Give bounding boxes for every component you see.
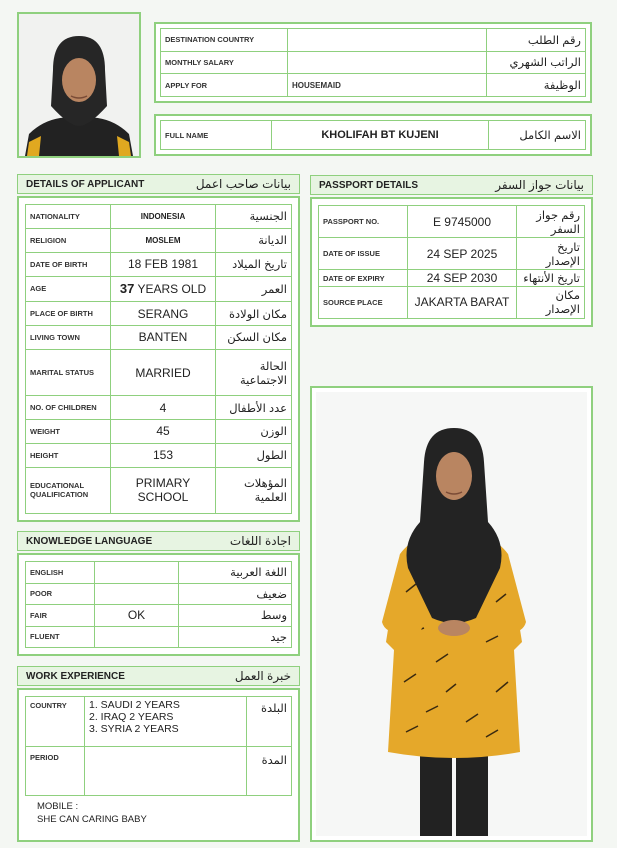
applicant-row xyxy=(26,420,292,444)
applicant-row xyxy=(26,205,292,229)
applicant-label: DATE OF BIRTH xyxy=(26,252,111,276)
passport-value: JAKARTA BARAT xyxy=(408,286,517,318)
language-arabic-label: اللغة العربية xyxy=(179,562,292,584)
applicant-value xyxy=(111,276,216,301)
monthly-salary-label: MONTHLY SALARY xyxy=(161,51,288,74)
passport-header xyxy=(310,175,593,195)
applicant-title: DETAILS OF APPLICANT xyxy=(26,178,145,190)
passport-label: PASSPORT NO. xyxy=(319,206,408,238)
applicant-row xyxy=(26,302,292,326)
full-body-photo xyxy=(316,392,587,836)
full-body-photo-frame xyxy=(310,386,593,842)
work-box xyxy=(17,688,300,842)
applicant-arabic: الحالة الاجتماعية xyxy=(216,349,292,395)
passport-label: DATE OF EXPIRY xyxy=(319,270,408,287)
apply-for-label: APPLY FOR xyxy=(161,74,288,97)
applicant-title-arabic: بيانات صاحب اعمل xyxy=(195,177,291,191)
language-level-value: OK xyxy=(95,605,179,627)
apply-for-value: HOUSEMAID xyxy=(288,74,487,97)
applicant-arabic: عدد الأطفال xyxy=(216,396,292,420)
monthly-salary-value xyxy=(288,51,487,74)
passport-label: SOURCE PLACE xyxy=(319,286,408,318)
applicant-row xyxy=(26,349,292,395)
notes-skill: SHE CAN CARING BABY xyxy=(37,814,147,825)
applicant-label: EDUCATIONAL QUALIFICATION xyxy=(26,467,111,513)
destination-country-label: DESTINATION COUNTRY xyxy=(161,29,288,52)
passport-arabic: تاريخ الإصدار xyxy=(517,238,585,270)
applicant-value: 45 xyxy=(111,420,216,444)
language-title: KNOWLEDGE LANGUAGE xyxy=(26,535,153,547)
work-country-item: 1. SAUDI 2 YEARS xyxy=(89,699,180,711)
applicant-row xyxy=(26,396,292,420)
notes xyxy=(27,800,287,826)
applicant-row xyxy=(26,467,292,513)
destination-country-value xyxy=(288,29,487,52)
language-row xyxy=(26,583,292,605)
applicant-arabic: المؤهلات العلمية xyxy=(216,467,292,513)
applicant-header xyxy=(17,174,300,194)
language-level-arabic: وسط xyxy=(179,605,292,627)
passport-label: DATE OF ISSUE xyxy=(319,238,408,270)
applicant-row xyxy=(26,252,292,276)
language-row xyxy=(26,605,292,627)
applicant-arabic: الطول xyxy=(216,443,292,467)
applicant-label: PLACE OF BIRTH xyxy=(26,302,111,326)
applicant-value: 18 FEB 1981 xyxy=(111,252,216,276)
applicant-row xyxy=(26,276,292,301)
work-title-arabic: خبرة العمل xyxy=(234,669,291,683)
applicant-row xyxy=(26,228,292,252)
applicant-arabic: تاريخ الميلاد xyxy=(216,252,292,276)
applicant-label: NATIONALITY xyxy=(26,205,111,229)
full-name-arabic: الاسم الكامل xyxy=(489,121,586,150)
passport-row xyxy=(319,238,585,270)
apply-for-arabic: الوظيفة xyxy=(487,74,586,97)
language-table xyxy=(25,561,292,648)
age-number: 37 xyxy=(119,281,135,297)
work-country-item: 3. SYRIA 2 YEARS xyxy=(89,723,179,735)
applicant-arabic: الوزن xyxy=(216,420,292,444)
language-title-arabic: اجادة اللغات xyxy=(229,534,291,548)
applicant-arabic: مكان السكن xyxy=(216,326,292,350)
work-country-item: 2. IRAQ 2 YEARS xyxy=(89,711,174,723)
passport-row xyxy=(319,286,585,318)
language-level-arabic: ضعيف xyxy=(179,583,292,605)
language-level-value xyxy=(95,626,179,648)
monthly-salary-arabic: الراتب الشهري xyxy=(487,51,586,74)
work-period-value xyxy=(85,746,247,796)
language-header xyxy=(17,531,300,551)
portrait-photo-frame xyxy=(17,12,141,158)
passport-value: 24 SEP 2025 xyxy=(408,238,517,270)
language-level-label: POOR xyxy=(26,583,95,605)
applicant-label: HEIGHT xyxy=(26,443,111,467)
applicant-label: NO. OF CHILDREN xyxy=(26,396,111,420)
applicant-value: SERANG xyxy=(111,302,216,326)
work-header xyxy=(17,666,300,686)
notes-mobile: MOBILE : xyxy=(37,801,79,812)
work-country-label: COUNTRY xyxy=(26,697,85,747)
applicant-details-box xyxy=(17,196,300,522)
full-name-box xyxy=(154,114,592,156)
applicant-arabic: الديانة xyxy=(216,228,292,252)
applicant-value: 4 xyxy=(111,396,216,420)
language-empty xyxy=(95,562,179,584)
applicant-label: LIVING TOWN xyxy=(26,326,111,350)
full-name-label: FULL NAME xyxy=(161,121,272,150)
language-level-label: FLUENT xyxy=(26,626,95,648)
work-period-label: PERIOD xyxy=(26,746,85,796)
passport-details-box xyxy=(310,197,593,327)
language-english-label: ENGLISH xyxy=(26,562,95,584)
applicant-value: BANTEN xyxy=(111,326,216,350)
applicant-row xyxy=(26,326,292,350)
work-period-arabic: المدة xyxy=(247,746,292,796)
applicant-arabic: مكان الولادة xyxy=(216,302,292,326)
language-level-label: FAIR xyxy=(26,605,95,627)
work-country-arabic: البلدة xyxy=(247,697,292,747)
job-info-box xyxy=(154,22,592,103)
applicant-value: PRIMARY SCHOOL xyxy=(111,467,216,513)
work-table xyxy=(25,696,292,796)
full-name-value: KHOLIFAH BT KUJENI xyxy=(272,121,489,150)
applicant-table xyxy=(25,204,292,514)
language-level-arabic: جيد xyxy=(179,626,292,648)
passport-title: PASSPORT DETAILS xyxy=(319,179,419,191)
applicant-arabic: الجنسية xyxy=(216,205,292,229)
language-box xyxy=(17,553,300,656)
passport-row xyxy=(319,206,585,238)
passport-table xyxy=(318,205,585,319)
passport-value: E 9745000 xyxy=(408,206,517,238)
language-level-value xyxy=(95,583,179,605)
work-title: WORK EXPERIENCE xyxy=(26,670,125,682)
destination-country-arabic: رقم الطلب xyxy=(487,29,586,52)
passport-row xyxy=(319,270,585,287)
applicant-value: MARRIED xyxy=(111,349,216,395)
passport-value: 24 SEP 2030 xyxy=(408,270,517,287)
portrait-photo xyxy=(19,14,139,156)
language-header-row xyxy=(26,562,292,584)
passport-arabic: مكان الإصدار xyxy=(517,286,585,318)
applicant-value: INDONESIA xyxy=(111,205,216,229)
applicant-value: MOSLEM xyxy=(111,228,216,252)
applicant-label: WEIGHT xyxy=(26,420,111,444)
language-row xyxy=(26,626,292,648)
applicant-label: AGE xyxy=(26,276,111,301)
applicant-label: RELIGION xyxy=(26,228,111,252)
work-country-list xyxy=(85,697,247,747)
applicant-arabic: العمر xyxy=(216,276,292,301)
applicant-row xyxy=(26,443,292,467)
passport-arabic: تاريخ الأنتهاء xyxy=(517,270,585,287)
age-unit: YEARS OLD xyxy=(137,282,207,297)
applicant-label: MARITAL STATUS xyxy=(26,349,111,395)
passport-arabic: رقم جواز السفر xyxy=(517,206,585,238)
applicant-value: 153 xyxy=(111,443,216,467)
passport-title-arabic: بيانات جواز السفر xyxy=(495,178,584,192)
